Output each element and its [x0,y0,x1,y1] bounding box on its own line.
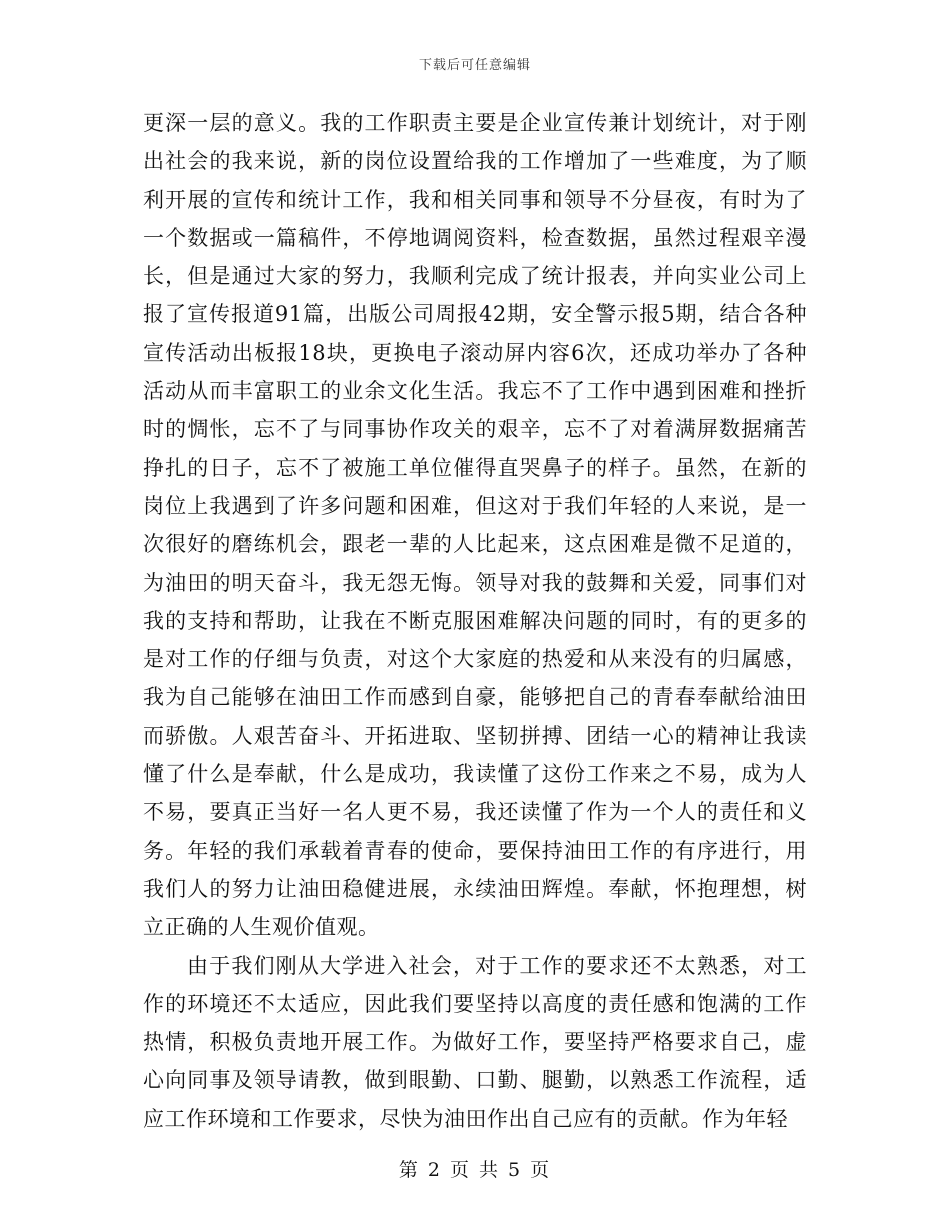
paragraph-1: 更深一层的意义。我的工作职责主要是企业宣传兼计划统计，对于刚出社会的我来说，新的岗位设置给我的工作增加了一些难度，为了顺利开展的宣传和统计工作，我和相关同事和领导不分昼夜，有时为了一个数据或一篇稿件，不停地调阅资料，检查数据，虽然过程艰辛漫长，但是通过大家的努力，我顺利完成了统计报表，并向实业公司上报了宣传报道91篇，出版公司周报42期，安全警示报5期，结合各种宣传活动出板报18块，更换电子滚动屏内容6次，还成功举办了各种活动从而丰富职工的业余文化生活。我忘不了工作中遇到困难和挫折时的惆怅，忘不了与同事协作攻关的艰辛，忘不了对着满屏数据痛苦挣扎的日子，忘不了被施工单位催得直哭鼻子的样子。虽然，在新的岗位上我遇到了许多问题和困难，但这对于我们年轻的人来说，是一次很好的磨练机会，跟老一辈的人比起来，这点困难是微不足道的，为油田的明天奋斗，我无怨无悔。领导对我的鼓舞和关爱，同事们对我的支持和帮助，让我在不断克服困难解决问题的同时，有的更多的是对工作的仔细与负责，对这个大家庭的热爱和从来没有的归属感，我为自己能够在油田工作而感到自豪，能够把自己的青春奉献给油田而骄傲。人艰苦奋斗、开拓进取、坚韧拼搏、团结一心的精神让我读懂了什么是奉献，什么是成功，我读懂了这份工作来之不易，成为人不易，要真正当好一名人更不易，我还读懂了作为一个人的责任和义务。年轻的我们承载着青春的使命，要保持油田工作的有序进行，用我们人的努力让油田稳健进展，永续油田辉煌。奉献，怀抱理想，树立正确的人生观价值观。 [143,111,807,940]
header-note: 下载后可任意编辑 [418,58,531,73]
document-body [143,104,807,1138]
page-number-footer: 第 2 页 共 5 页 [398,1159,552,1181]
paragraph-2: 由于我们刚从大学进入社会，对于工作的要求还不太熟悉，对工作的环境还不太适应，因此我们要坚持以高度的责任感和饱满的工作热情，积极负责地开展工作。为做好工作，要坚持严格要求自己，虚心向同事及领导请教，做到眼勤、口勤、腿勤，以熟悉工作流程，适应工作环境和工作要求，尽快为油田作出自己应有的贡献。作为年轻 [143,953,807,1131]
